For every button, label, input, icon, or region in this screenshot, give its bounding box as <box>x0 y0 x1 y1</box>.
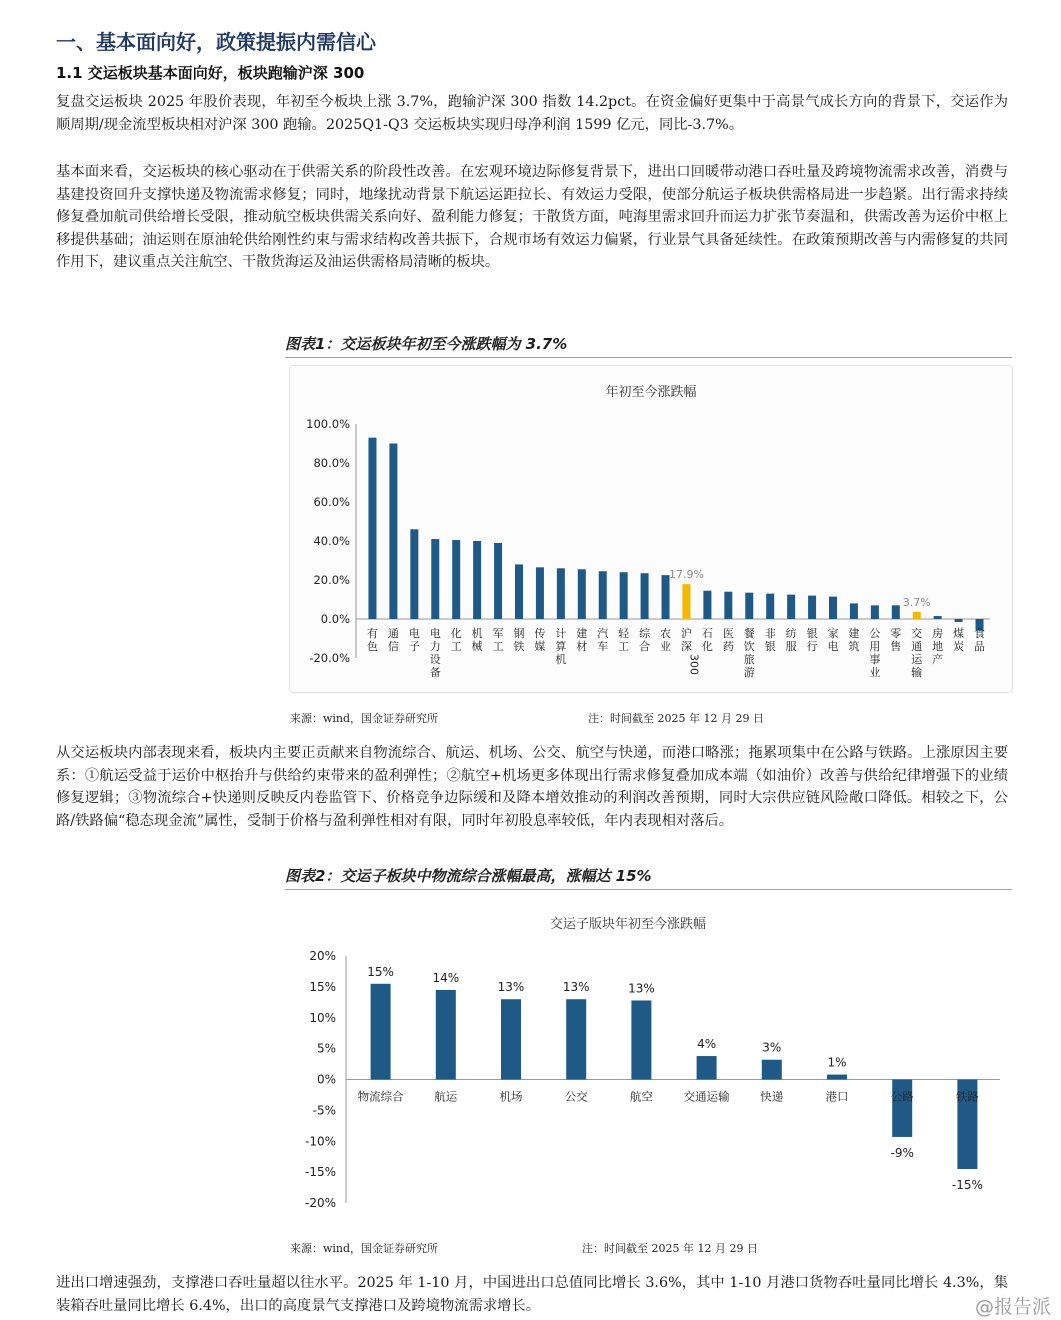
chart1-category-char: 信 <box>387 640 399 653</box>
chart2-data-label: 3% <box>762 1040 782 1055</box>
chart1-category-char: 筑 <box>848 640 860 653</box>
chart1-category-char: 银 <box>806 627 818 640</box>
chart1-category-char: 综 <box>639 627 651 640</box>
chart1-title: 年初至今涨跌幅 <box>605 385 697 400</box>
chart1-category-label <box>828 626 839 653</box>
chart2-category-label: 港口 <box>825 1089 849 1104</box>
chart1-category-char: 有 <box>366 627 378 640</box>
chart2-bar <box>371 984 391 1080</box>
chart1-category-char: 电 <box>408 627 420 640</box>
chart2-bar <box>762 1060 782 1080</box>
chart2-bar <box>892 1080 912 1137</box>
chart1-category-label <box>451 626 462 653</box>
chart1-category-label <box>807 626 818 653</box>
chart1-category-label <box>409 626 420 653</box>
chart1-category-char: 铁 <box>513 640 525 653</box>
chart1-category-label <box>890 627 901 653</box>
chart1-category-char: 公 <box>869 627 881 640</box>
chart1-category-char: 工 <box>450 640 462 653</box>
chart1-ytick-label: 20.0% <box>313 573 350 587</box>
chart1-bar <box>473 541 481 619</box>
chart2-ytick-label: -20% <box>304 1196 336 1210</box>
chart2-category-label: 快递 <box>760 1089 784 1104</box>
chart1-category-char: 电 <box>827 640 839 653</box>
chart1-category-label <box>660 627 671 653</box>
chart1-category-digits: 300 <box>687 654 701 675</box>
chart1-category-char: 煤 <box>953 627 965 640</box>
chart1-category-char: 车 <box>597 640 609 653</box>
chart1-category-char: 工 <box>618 640 630 653</box>
chart1-category-char: 设 <box>429 653 441 666</box>
chart1-category-label <box>723 627 734 653</box>
chart2-data-label: 1% <box>827 1055 847 1070</box>
chart1-category-label <box>869 627 880 679</box>
figure2-note: 注：时间截至 2025 年 12 月 29 日 <box>582 1242 758 1255</box>
chart1-category-char: 机 <box>555 653 567 666</box>
chart2-data-label: 13% <box>497 980 525 995</box>
chart1-category-label <box>681 626 692 653</box>
chart1-category-char: 轻 <box>618 627 630 640</box>
chart1-bar <box>620 572 628 619</box>
chart1-category-label <box>639 626 651 653</box>
chart1-category-char: 工 <box>492 640 504 653</box>
chart1-category-label <box>430 626 441 679</box>
chart1-category-char: 品 <box>974 640 986 653</box>
chart1-bar <box>536 567 544 619</box>
chart1-bar <box>599 571 607 619</box>
chart1-category-label <box>932 626 943 666</box>
chart1-bar <box>410 529 418 619</box>
chart2-category-label: 机场 <box>499 1089 523 1104</box>
chart1-category-char: 用 <box>869 640 881 653</box>
chart1-category-label <box>786 627 797 653</box>
figure1-note: 注：时间截至 2025 年 12 月 29 日 <box>588 712 764 725</box>
chart1-category-char: 家 <box>827 627 839 640</box>
chart1-category-char: 机 <box>471 627 483 640</box>
paragraph-1: 复盘交运板块 2025 年股价表现，年初至今板块上涨 3.7%，跑输沪深 300 指数 14.2pct。在资金偏好更集中于高景气成长方向的背景下，交运作为顺周期/现金流型板块相对沪深 300 跑输。2025Q1-Q3 交运板块实现归母净利润 1599 亿元，同比-3.7%。 <box>56 94 1008 133</box>
chart1-category-char: 事 <box>869 653 881 666</box>
chart1-category-char: 饮 <box>743 640 755 653</box>
chart1-bar <box>452 540 460 619</box>
chart1-category-label <box>953 626 964 653</box>
chart1-category-char: 建 <box>576 627 588 640</box>
chart2-ytick-label: -10% <box>304 1134 336 1149</box>
chart1-category-label <box>765 626 776 653</box>
section-title: 一、基本面向好，政策提振内需信心 <box>56 30 376 54</box>
chart2-ytick-label: 10% <box>309 1010 336 1025</box>
chart1-category-char: 计 <box>555 627 567 640</box>
chart1-category-label <box>618 627 630 653</box>
chart1-data-label: 3.7% <box>902 595 931 609</box>
figure1-caption: 图表1：交运板块年初至今涨跌幅为 3.7% <box>285 335 568 353</box>
chart1-category-char: 游 <box>743 666 755 679</box>
chart1-bar <box>808 596 816 619</box>
chart1-category-char: 运 <box>911 653 923 666</box>
chart1-bar <box>934 616 942 619</box>
chart2-ytick-label: -15% <box>304 1165 336 1180</box>
chart2-bar <box>827 1075 847 1080</box>
chart2-ytick-label: 15% <box>309 979 336 994</box>
subsection-title: 1.1 交运板块基本面向好，板块跑输沪深 300 <box>56 64 365 82</box>
figure2-caption: 图表2：交运子板块中物流综合涨幅最高，涨幅达 15% <box>285 867 652 885</box>
chart1-category-char: 地 <box>932 640 944 653</box>
chart1-category-char: 炭 <box>953 640 965 653</box>
chart1-category-char: 合 <box>639 640 651 653</box>
chart2-ytick-label: 0% <box>316 1072 336 1087</box>
chart1-bar <box>829 597 837 619</box>
chart1-category-label <box>472 626 483 653</box>
chart1-category-char: 色 <box>366 640 378 653</box>
chart1-bar <box>892 605 900 619</box>
chart1-ytick-label: 60.0% <box>313 495 350 509</box>
chart1-category-char: 药 <box>722 640 734 653</box>
chart1-ytick-label: 100.0% <box>306 417 350 431</box>
chart1-category-char: 石 <box>701 627 713 640</box>
chart2-data-label: 13% <box>628 981 655 996</box>
chart1-category-char: 行 <box>806 640 818 653</box>
chart1-category-char: 化 <box>701 640 713 653</box>
chart1-category-char: 餐 <box>743 627 755 640</box>
chart1-category-char: 军 <box>492 627 504 640</box>
chart1-category-char: 产 <box>932 653 944 666</box>
chart1-category-label <box>555 626 566 666</box>
chart1-bar <box>724 592 732 619</box>
chart2-bar <box>631 1000 651 1079</box>
chart1-category-char: 汽 <box>597 627 609 640</box>
chart1-category-label <box>534 626 545 653</box>
chart1-ytick-label: 0.0% <box>320 612 350 626</box>
chart1-category-char: 售 <box>890 640 902 653</box>
watermark: @报告派 <box>974 1296 1051 1318</box>
chart1-bar <box>515 564 523 619</box>
paragraph-3: 从交运板块内部表现来看，板块内主要正贡献来自物流综合、航运、机场、公交、航空与快递，而港口略涨；拖累项集中在公路与铁路。上涨原因主要系：①航运受益于运价中枢抬升与供给约束带来的盈利弹性；②航空+机场更多体现出行需求修复叠加成本端（如油价）改善与供给纪律增强下的业绩修复逻辑；③物流综合+快递则反映反内卷监管下、价格竞争边际缓和及降本增效推动的利润改善预期，同时大宗供应链风险敞口降低。相较之下，公路/铁路偏“稳态现金流”属性，受制于价格与盈利弹性相对有限，同时年初股息率较低，年内表现相对落后。 <box>56 745 1008 829</box>
chart1-category-label <box>911 626 923 679</box>
chart1-category-label <box>388 627 399 653</box>
chart2-data-label: 4% <box>697 1037 717 1052</box>
chart1-category-char: 子 <box>408 640 420 653</box>
chart1-category-char: 深 <box>680 640 692 653</box>
chart1-bar <box>368 438 376 619</box>
chart1-category-char: 食 <box>974 627 986 640</box>
chart1-category-label <box>848 626 859 653</box>
chart1-svg <box>290 366 1012 692</box>
chart1-category-char: 媒 <box>534 640 546 653</box>
figure1-rule <box>285 357 1012 358</box>
chart1-category-char: 械 <box>471 640 483 653</box>
chart1-category-char: 备 <box>429 666 441 679</box>
chart2-category-label: 铁路 <box>955 1089 979 1104</box>
chart1-bar <box>850 603 858 619</box>
chart1-ytick-label: 40.0% <box>313 534 350 548</box>
chart1-category-char: 力 <box>429 640 441 653</box>
paragraph-2: 基本面来看，交运板块的核心驱动在于供需关系的阶段性改善。在宏观环境边际修复背景下，进出口回暖带动港口吞吐量及跨境物流需求改善，消费与基建投资回升支撑快递及物流需求修复；同时，地缘扰动背景下航运运距拉长、有效运力受限，使部分航运子板块供需格局进一步趋紧。出行需求持续修复叠加航司供给增长受限，推动航空板块供需关系向好、盈利能力修复；干散货方面，吨海里需求回升而运力扩张节奏温和，供需改善为运价中枢上移提供基础；油运则在原油轮供给刚性约束与需求结构改善共振下，合规市场有效运力偏紧，行业景气具备延续性。在政策预期改善与内需修复的共同作用下，建议重点关注航空、干散货海运及油运供需格局清晰的板块。 <box>56 164 1008 270</box>
chart1-category-char: 零 <box>890 627 902 640</box>
chart1-category-char: 医 <box>722 627 734 640</box>
chart1-category-label <box>493 627 504 653</box>
chart1-category-char: 纺 <box>785 627 797 640</box>
chart1-bar <box>913 612 921 619</box>
chart1-bar <box>766 594 774 619</box>
chart1-category-char: 房 <box>932 627 944 640</box>
chart1-category-label <box>576 626 587 653</box>
chart1-bar <box>955 619 963 622</box>
chart1-bar <box>703 591 711 619</box>
chart1-category-char: 钢 <box>513 627 525 640</box>
chart1-category-char: 算 <box>555 640 567 653</box>
chart1-bar <box>431 539 439 619</box>
chart1-data-label: 17.9% <box>668 568 704 582</box>
chart2-data-label: 14% <box>432 970 460 985</box>
chart1-bar <box>641 573 649 619</box>
chart2-data-label: -9% <box>890 1145 914 1160</box>
chart1-category-char: 传 <box>534 627 546 640</box>
chart1-category-char: 业 <box>869 666 881 679</box>
chart2-bar <box>697 1056 717 1079</box>
chart1-category-label <box>744 626 755 679</box>
chart1-ytick-label: 80.0% <box>313 456 350 470</box>
chart1-category-char: 电 <box>429 627 441 640</box>
chart1-bar <box>557 568 565 619</box>
chart1-category-label <box>702 627 713 653</box>
chart1-category-label <box>597 627 608 653</box>
figure1-source: 来源：wind，国金证券研究所 <box>290 712 439 725</box>
figure2-source: 来源：wind，国金证券研究所 <box>290 1242 439 1255</box>
chart2-title: 交运子版块年初至今涨跌幅 <box>549 917 707 932</box>
chart1-bar <box>578 569 586 619</box>
chart1-bar <box>871 605 879 619</box>
chart1-category-char: 非 <box>764 627 776 640</box>
chart2-category-label: 公交 <box>564 1089 588 1104</box>
paragraph-4: 进出口增速强劲，支撑港口吞吐量超以往水平。2025 年 1-10 月，中国进出口总值同比增长 3.6%，其中 1-10 月港口货物吞吐量同比增长 4.3%，集装箱吞吐量同比增长 6.4%，出口的高度景气支撑港口及跨境物流需求增长。 <box>56 1275 1008 1314</box>
chart1-category-char: 建 <box>848 627 860 640</box>
chart1-category-char: 化 <box>450 627 462 640</box>
chart1-category-label <box>367 627 378 653</box>
chart1-category-char: 服 <box>785 640 797 653</box>
chart1-category-label <box>514 626 525 653</box>
chart1-category-char: 通 <box>911 640 923 653</box>
chart2-category-label: 航运 <box>434 1089 458 1104</box>
chart2-category-label: 交通运输 <box>683 1089 730 1104</box>
figure2-chart <box>290 898 1012 1228</box>
chart2-ytick-label: 5% <box>316 1041 336 1056</box>
chart2-svg <box>290 898 1012 1228</box>
chart2-data-label: -15% <box>951 1178 983 1193</box>
chart1-bar <box>745 593 753 619</box>
chart1-category-char: 交 <box>911 627 923 640</box>
chart1-category-char: 业 <box>660 640 672 653</box>
chart1-category-char: 通 <box>387 627 399 640</box>
figure2-rule <box>285 889 1012 890</box>
figure1-chart <box>290 366 1012 692</box>
chart2-category-label: 航空 <box>629 1089 653 1104</box>
chart2-bar <box>436 990 456 1080</box>
chart2-bar <box>566 999 586 1079</box>
chart2-category-label: 物流综合 <box>357 1089 404 1104</box>
chart2-data-label: 15% <box>367 964 394 979</box>
chart1-category-char: 旅 <box>743 653 755 666</box>
chart1-bar <box>494 543 502 619</box>
chart1-ytick-label: -20.0% <box>309 651 350 665</box>
chart1-category-char: 输 <box>911 666 923 679</box>
chart2-ytick-label: 20% <box>309 949 336 963</box>
chart1-category-label <box>974 627 985 653</box>
chart2-ytick-label: -5% <box>312 1103 336 1118</box>
chart1-category-char: 材 <box>576 640 588 653</box>
chart1-category-char: 农 <box>660 627 672 640</box>
chart1-category-char: 沪 <box>680 627 692 640</box>
chart1-bar <box>787 595 795 619</box>
chart1-bar <box>682 584 690 619</box>
chart1-category-char: 银 <box>764 640 776 653</box>
chart2-bar <box>501 999 521 1079</box>
chart1-bar <box>389 444 397 620</box>
chart2-category-label: 公路 <box>890 1089 914 1104</box>
chart1-bar <box>662 575 670 619</box>
chart2-data-label: 13% <box>562 980 590 995</box>
